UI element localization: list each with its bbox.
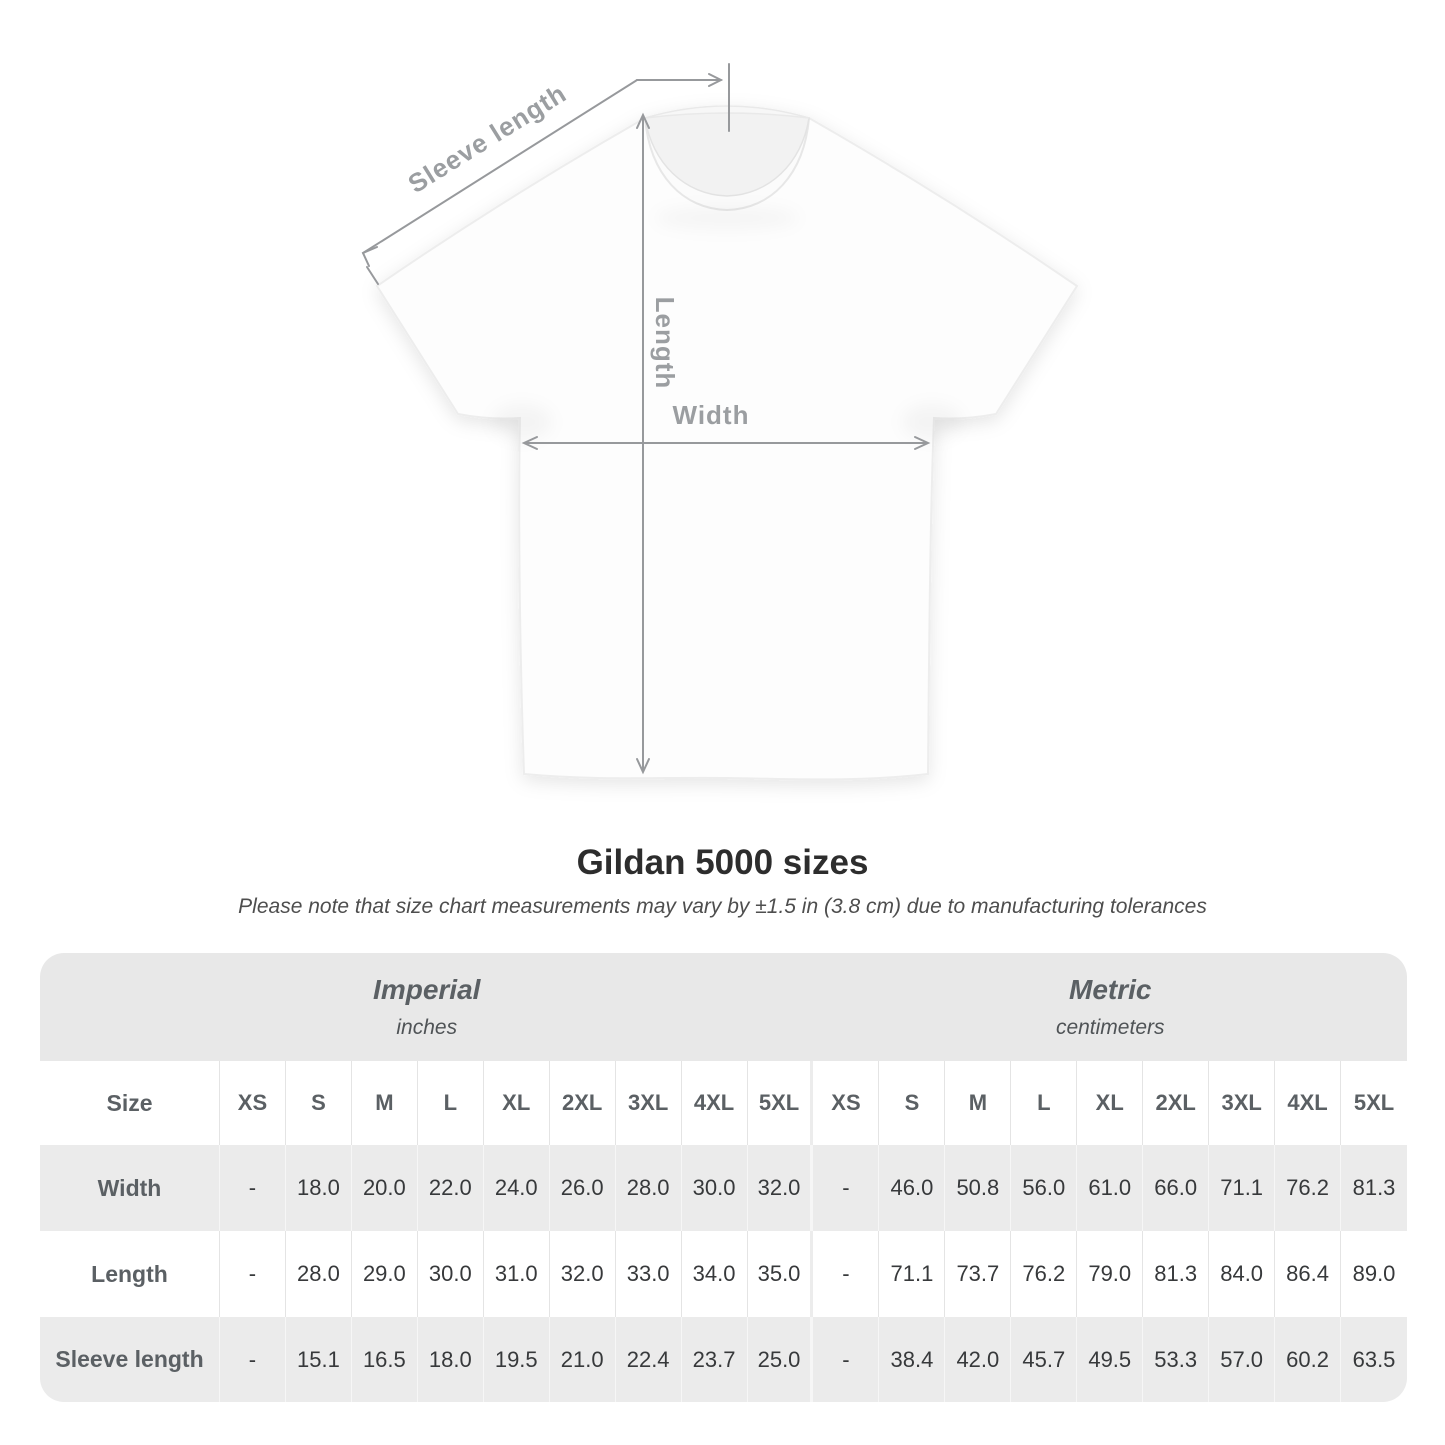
value-imperial: - [220,1317,286,1402]
value-metric: 45.7 [1011,1317,1077,1402]
size-header-metric-xl: XL [1077,1061,1143,1145]
value-imperial: 33.0 [616,1231,682,1317]
value-imperial: 30.0 [682,1145,748,1231]
value-metric: 42.0 [945,1317,1011,1402]
row-label-width: Width [40,1145,220,1231]
value-metric: - [813,1231,879,1317]
value-imperial: 24.0 [484,1145,550,1231]
imperial-header [40,953,813,1061]
value-imperial: 34.0 [682,1231,748,1317]
tolerance-note: Please note that size chart measurements may vary by ±1.5 in (3.8 cm) due to manufacturing tolerances [238,895,1207,918]
value-imperial: 28.0 [286,1231,352,1317]
value-imperial: 22.0 [418,1145,484,1231]
value-metric: 63.5 [1341,1317,1407,1402]
width-label: Width [672,400,750,430]
page-title: Gildan 5000 sizes [576,843,869,882]
size-header-metric-xs: XS [813,1061,879,1145]
size-column-header: Size [40,1061,220,1145]
value-imperial: - [220,1231,286,1317]
value-imperial: 18.0 [286,1145,352,1231]
metric-header-unit: centimeters [1055,1016,1165,1039]
value-metric: 60.2 [1275,1317,1341,1402]
imperial-header-unit: inches [396,1016,458,1039]
value-metric: 86.4 [1275,1231,1341,1317]
value-imperial: 25.0 [748,1317,814,1402]
value-metric: 50.8 [945,1145,1011,1231]
size-header-metric-2xl: 2XL [1143,1061,1209,1145]
value-metric: 76.2 [1275,1145,1341,1231]
value-imperial: - [220,1145,286,1231]
row-label-sleeve-length: Sleeve length [40,1317,220,1402]
size-header-metric-4xl: 4XL [1275,1061,1341,1145]
value-metric: 71.1 [879,1231,945,1317]
value-imperial: 30.0 [418,1231,484,1317]
value-metric: - [813,1145,879,1231]
value-imperial: 18.0 [418,1317,484,1402]
value-imperial: 26.0 [550,1145,616,1231]
value-metric: 81.3 [1143,1231,1209,1317]
size-header-imperial-2xl: 2XL [550,1061,616,1145]
size-header-imperial-3xl: 3XL [616,1061,682,1145]
value-metric: 76.2 [1011,1231,1077,1317]
size-header-metric-5xl: 5XL [1341,1061,1407,1145]
size-header-imperial-m: M [352,1061,418,1145]
value-metric: 79.0 [1077,1231,1143,1317]
value-metric: 84.0 [1209,1231,1275,1317]
value-metric: 56.0 [1011,1145,1077,1231]
size-table [40,953,1407,1402]
value-metric: 66.0 [1143,1145,1209,1231]
metric-header [813,953,1407,1061]
size-header-imperial-s: S [286,1061,352,1145]
size-header-imperial-4xl: 4XL [682,1061,748,1145]
size-header-imperial-xs: XS [220,1061,286,1145]
value-metric: 71.1 [1209,1145,1275,1231]
size-header-imperial-l: L [418,1061,484,1145]
value-imperial: 32.0 [550,1231,616,1317]
value-metric: 46.0 [879,1145,945,1231]
value-imperial: 29.0 [352,1231,418,1317]
value-imperial: 21.0 [550,1317,616,1402]
size-header-metric-s: S [879,1061,945,1145]
value-imperial: 20.0 [352,1145,418,1231]
value-imperial: 16.5 [352,1317,418,1402]
value-metric: 89.0 [1341,1231,1407,1317]
row-label-length: Length [40,1231,220,1317]
value-imperial: 19.5 [484,1317,550,1402]
length-label: Length [650,296,680,390]
value-metric: 61.0 [1077,1145,1143,1231]
value-imperial: 22.4 [616,1317,682,1402]
size-header-imperial-5xl: 5XL [748,1061,814,1145]
value-imperial: 31.0 [484,1231,550,1317]
value-metric: 49.5 [1077,1317,1143,1402]
value-imperial: 32.0 [748,1145,814,1231]
value-imperial: 23.7 [682,1317,748,1402]
size-header-metric-l: L [1011,1061,1077,1145]
imperial-header-title: Imperial [373,974,481,1005]
size-header-metric-3xl: 3XL [1209,1061,1275,1145]
value-metric: 81.3 [1341,1145,1407,1231]
size-header-imperial-xl: XL [484,1061,550,1145]
value-metric: 53.3 [1143,1317,1209,1402]
value-imperial: 35.0 [748,1231,814,1317]
sleeve-length-label: Sleeve length [402,77,572,199]
value-metric: 57.0 [1209,1317,1275,1402]
value-metric: - [813,1317,879,1402]
value-metric: 73.7 [945,1231,1011,1317]
value-imperial: 28.0 [616,1145,682,1231]
metric-header-title: Metric [1069,974,1152,1005]
size-header-metric-m: M [945,1061,1011,1145]
value-imperial: 15.1 [286,1317,352,1402]
value-metric: 38.4 [879,1317,945,1402]
